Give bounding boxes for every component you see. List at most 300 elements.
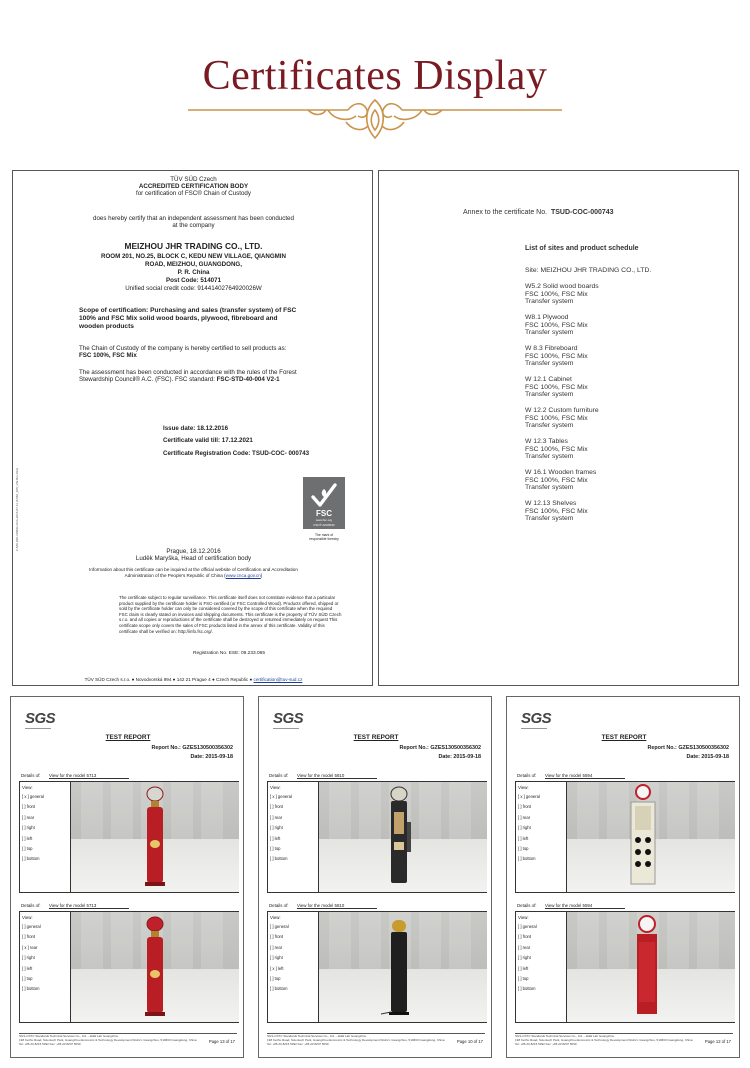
footer-line: 198 Kezhu Road, Scientech Park, Guangzhou Economic & Technology Development District, Guangzhou, 510663 Guangdong, China	[19, 1037, 197, 1042]
view-option-label: bottom	[274, 986, 288, 992]
view-option-label: general	[277, 794, 292, 799]
view-option	[518, 924, 537, 929]
pump-silhouette-icon	[567, 782, 735, 892]
fsc-certificate	[12, 170, 373, 686]
checkbox-bracket: ]	[272, 804, 275, 810]
fsc-license: FSC® A000530	[313, 523, 335, 527]
checkbox-bracket: ]	[24, 955, 27, 961]
checkbox-bracket: [	[270, 986, 273, 992]
checkbox-bracket: ]	[272, 846, 275, 851]
view-option	[270, 825, 283, 830]
view-option-label: front	[274, 934, 284, 940]
report-date: Date: 2015-09-18	[438, 754, 481, 760]
checkbox-bracket: ]	[24, 856, 27, 862]
view-option-label: bottom	[274, 856, 288, 862]
view-option-label: bottom	[26, 856, 40, 862]
checkbox-bracket: ]	[522, 794, 526, 799]
annex-site: Site: MEIZHOU JHR TRADING CO., LTD.	[525, 267, 652, 274]
checkbox-bracket: [	[518, 814, 521, 820]
annex-item-claim: FSC 100%, FSC Mix	[525, 383, 588, 391]
report-date: Date: 2015-09-18	[190, 754, 233, 760]
pump-silhouette-icon	[319, 782, 487, 892]
view-option	[270, 856, 287, 861]
cert-address2: ROAD, MEIZHOU, GUANGDONG,	[145, 261, 242, 268]
details-label: Details of:	[21, 773, 41, 778]
view-box	[515, 781, 735, 893]
view-box	[267, 781, 487, 893]
report-number: Report No.: GZES130500356302	[647, 745, 729, 751]
view-option-label: rear	[274, 814, 283, 820]
cert-issue-date: Issue date: 18.12.2016	[163, 425, 229, 432]
page-header	[0, 0, 750, 160]
fine-line: sold by the certificate holder can only be considered covered by the scope of this certificate when the required	[119, 606, 333, 612]
checkbox-bracket: [	[518, 955, 521, 961]
page-title: Certificates Display	[202, 53, 548, 99]
view-option	[270, 945, 282, 950]
fsc-logo	[303, 477, 345, 529]
view-option-label: front	[274, 804, 284, 810]
checkbox-bracket: ]	[24, 846, 27, 851]
pump-silhouette-icon	[319, 912, 487, 1022]
view-option	[270, 976, 280, 981]
annex-item-system: Transfer system	[525, 391, 574, 399]
view-option-label: front	[26, 804, 36, 810]
checkbox-bracket: [	[270, 804, 273, 810]
checkbox-bracket: [	[518, 856, 521, 862]
view-option	[518, 815, 530, 820]
view-option	[518, 856, 535, 861]
cert-info-line1: Information about this certificate can be inquired at the official website of Certification and Accreditation	[89, 567, 298, 572]
annex-item-claim: FSC 100%, FSC Mix	[525, 476, 588, 484]
checkbox-bracket: [	[518, 986, 521, 992]
model-view-ref: View for the model 5713	[49, 903, 129, 909]
view-checkbox: x	[520, 794, 523, 799]
checkbox-bracket: ]	[24, 976, 27, 981]
checkbox-bracket: ]	[272, 814, 275, 820]
cert-assess-standard: FSC-STD-40-004 V2-1	[216, 376, 280, 383]
checkbox-bracket: [	[270, 846, 273, 851]
view-label: View:	[518, 915, 529, 920]
checkbox-bracket: [	[518, 804, 521, 810]
checkbox-bracket: ]	[520, 846, 523, 851]
view-option	[22, 976, 32, 981]
checkbox-bracket: [	[22, 934, 25, 940]
sgs-logo: SGS	[25, 710, 56, 727]
fine-line: product supplied by the certificate holder is FSC-certified (or FSC Controlled Wood). Products offered, shipped or	[119, 600, 339, 606]
cert-fine-print	[119, 595, 341, 634]
view-option-label: general	[26, 924, 41, 929]
checkbox-bracket: [	[22, 955, 25, 961]
checkbox-bracket: ]	[520, 856, 523, 862]
sgs-logo-underline	[273, 728, 299, 729]
view-option-label: left	[274, 835, 281, 841]
view-box	[19, 781, 239, 893]
checkbox-bracket: ]	[520, 814, 523, 820]
view-checkbox: x	[272, 965, 275, 971]
cert-registration: Registration No. ESE: 09.233.065	[193, 651, 265, 656]
view-option	[518, 934, 531, 939]
view-option-label: front	[26, 934, 36, 940]
cert-reg-code: Certificate Registration Code: TSUD-COC- 000743	[163, 450, 310, 457]
annex-item-claim: FSC 100%, FSC Mix	[525, 321, 588, 329]
view-option	[22, 955, 35, 960]
cnca-link[interactable]: www.cnca.gov.cn	[225, 573, 261, 578]
fsc-mark-note	[297, 533, 351, 541]
checkbox-bracket: ]	[274, 965, 278, 971]
footer-line: Tel: +86 20 8215 5392 Fax: +86 20 8207 5059	[267, 1041, 329, 1046]
annex-item-name: W5.2 Solid wood boards	[525, 283, 599, 290]
product-photo-black-pump-left	[318, 912, 487, 1022]
view-box	[19, 911, 239, 1023]
fine-line: certificate shall be verified on: http://info.fsc.org/.	[119, 628, 213, 634]
view-option-label: rear	[522, 944, 531, 950]
annex-heading	[463, 209, 614, 217]
checkbox-bracket: [	[270, 814, 273, 820]
view-option	[22, 825, 35, 830]
sgs-logo-underline	[521, 728, 547, 729]
checkbox-bracket: [	[518, 825, 521, 831]
view-label: View:	[22, 915, 33, 920]
footer-line: 198 Kezhu Road, Scientech Park, Guangzhou Economic & Technology Development District, Guangzhou, 510663 Guangdong, China	[267, 1037, 445, 1042]
view-option-label: bottom	[26, 986, 40, 992]
view-option	[22, 836, 32, 841]
view-option-label: general	[522, 924, 537, 929]
view-option	[22, 794, 44, 799]
view-option-label: general	[29, 794, 44, 799]
annex-item-name: W 12.2 Custom furniture	[525, 407, 599, 414]
checkbox-bracket: ]	[520, 955, 523, 961]
checkbox-bracket: [	[270, 794, 273, 799]
checkbox-bracket: [	[270, 976, 273, 981]
cert-valid-till: Certificate valid till: 17.12.2021	[163, 437, 253, 444]
checkbox-bracket: ]	[24, 825, 27, 831]
view-option-label: bottom	[522, 856, 536, 862]
view-option-label: front	[522, 804, 532, 810]
details-label: Details of:	[517, 773, 537, 778]
view-option	[22, 966, 32, 971]
annex-heading-prefix: Annex to the certificate No.	[463, 209, 548, 216]
view-option	[518, 794, 540, 799]
sgs-logo: SGS	[521, 710, 552, 727]
product-photo-white-pump-front	[566, 782, 735, 892]
cert-country: P. R. China	[177, 269, 210, 276]
checkbox-bracket: ]	[274, 794, 278, 799]
checkbox-bracket: ]	[24, 804, 27, 810]
view-option-label: left	[26, 835, 33, 841]
page-number: Page 10 of 17	[456, 1039, 483, 1044]
cert-address1: ROOM 201, NO.25, BLOCK C, KEDU NEW VILLAGE, QIANGMIN	[101, 253, 286, 260]
footer-line: SGS-CSTC Standards Technical Services Co., Ltd. – E&E Lab Guangzhou	[515, 1034, 615, 1038]
cert-info-prefix: Administration of the People's Republic of China (	[124, 573, 226, 578]
fine-line: s.r.o. and all copies or reproductions of the certificate shall be destroyed or returned immediately on request This	[119, 617, 338, 623]
report-date: Date: 2015-09-18	[686, 754, 729, 760]
checkbox-bracket: ]	[520, 965, 523, 971]
view-option	[270, 924, 289, 929]
checkbox-bracket: ]	[272, 934, 275, 940]
view-option-label: top	[274, 846, 281, 851]
sgs-logo-underline	[25, 728, 51, 729]
model-view-ref: View for the model 5713	[49, 773, 129, 779]
details-label: Details of:	[269, 773, 289, 778]
checkbox-bracket: ]	[520, 976, 523, 981]
report-title: TEST REPORT	[353, 734, 399, 741]
checkbox-bracket: [	[518, 976, 521, 981]
checkbox-bracket: [	[270, 965, 273, 971]
checkbox-bracket: ]	[272, 955, 275, 961]
footer-line: Tel: +86 20 8215 5392 Fax: +86 20 8207 5059	[19, 1041, 81, 1046]
cert-place-date: Prague, 18.12.2016	[166, 548, 221, 555]
product-photo-red-pump-rear	[70, 912, 239, 1022]
view-option	[270, 986, 287, 991]
view-option	[270, 846, 280, 851]
view-option	[270, 934, 283, 939]
annex-item-name: W 16.1 Wooden frames	[525, 469, 597, 476]
cert-assess-prefix: Stewardship Council® A.C. (FSC). FSC standard:	[79, 376, 215, 383]
checkbox-bracket: [	[518, 924, 521, 929]
cert-email-link[interactable]: certification@tuv-sud.cz	[253, 677, 303, 682]
checkbox-bracket: [	[270, 924, 273, 929]
checkbox-bracket: [	[22, 924, 25, 929]
cert-body: ACCREDITED CERTIFICATION BODY	[138, 183, 249, 190]
view-option-label: left	[522, 965, 529, 971]
checkbox-bracket: [	[518, 794, 521, 799]
pump-silhouette-icon	[71, 782, 239, 892]
view-option-label: top	[274, 976, 281, 981]
checkbox-bracket: ]	[272, 976, 275, 981]
product-photo-red-cabinet-pump	[566, 912, 735, 1022]
annex-list-title: List of sites and product schedule	[525, 245, 639, 252]
cert-scope-line3: wooden products	[79, 323, 134, 330]
cert-side-code: F-540-028-VW/Rev.01A-2016-07-11 (F.540_028_VW.Rev.01A)	[15, 467, 19, 551]
checkbox-bracket: ]	[520, 835, 523, 841]
cert-post-code: Post Code: 514071	[165, 277, 222, 284]
annex-item-system: Transfer system	[525, 453, 574, 461]
cert-footer-address: TÜV SÜD Czech s.r.o. ● Novodvorská 994 ● 142 21 Prague 4 ● Czech Republic ●	[84, 677, 253, 682]
view-option-label: rear	[522, 814, 531, 820]
sgs-test-report	[10, 696, 244, 1058]
page-number: Page 13 of 17	[208, 1039, 235, 1044]
annex-item-name: W 12.3 Tables	[525, 438, 568, 445]
checkbox-bracket: ]	[26, 944, 30, 950]
fine-line: The certificate subject to regular surveillance. This certificate itself does not constitute evidence that a particular	[119, 595, 336, 600]
view-option-label: right	[522, 825, 531, 831]
footer-line: SGS-CSTC Standards Technical Services Co., Ltd. – E&E Lab Guangzhou	[267, 1034, 367, 1038]
checkbox-bracket: [	[518, 846, 521, 851]
annex-item-name: W 8.3 Fibreboard	[525, 345, 578, 352]
cert-purpose: for certification of FSC® Chain of Custody	[136, 190, 251, 197]
view-option	[270, 836, 280, 841]
cert-assess-line2	[79, 376, 280, 383]
view-option	[22, 986, 39, 991]
annex-item-claim: FSC 100%, FSC Mix	[525, 290, 588, 298]
view-option-label: right	[26, 825, 35, 831]
report-footer	[19, 1035, 237, 1046]
page-number: Page 12 of 17	[704, 1039, 731, 1044]
annex-item-system: Transfer system	[525, 329, 574, 337]
fine-line: certificate scope only covers the sales of FSC products listed in the annex of this certificate. Validity of this	[119, 622, 325, 628]
view-option-label: general	[274, 924, 289, 929]
view-option	[22, 804, 35, 809]
view-option	[22, 924, 41, 929]
checkbox-bracket: [	[270, 944, 273, 950]
view-option	[270, 966, 284, 971]
view-option	[270, 955, 283, 960]
cert-assess-line1: The assessment has been conducted in accordance with the rules of the Forest	[79, 369, 297, 376]
checkbox-bracket: ]	[520, 804, 523, 810]
report-title: TEST REPORT	[105, 734, 151, 741]
fine-line: FSC claim is clearly stated on invoices and shipping documents. This certificate is the property of TÜV SÜD Czech	[119, 611, 342, 617]
checkbox-bracket: ]	[24, 965, 27, 971]
view-option-label: top	[26, 976, 33, 981]
footer-line: SGS-CSTC Standards Technical Services Co., Ltd. – E&E Lab Guangzhou	[19, 1034, 119, 1038]
checkbox-bracket: [	[22, 846, 25, 851]
report-number: Report No.: GZES130500356302	[399, 745, 481, 751]
cert-scope-line1: Scope of certification: Purchasing and sales (transfer system) of FSC	[79, 307, 297, 314]
fsc-url: www.fsc.org	[315, 518, 333, 522]
details-label: Details of:	[517, 903, 537, 908]
annex-item-name: W 12.1 Cabinet	[525, 376, 572, 383]
checkbox-bracket: [	[22, 804, 25, 810]
checkbox-bracket: [	[270, 955, 273, 961]
checkbox-bracket: ]	[26, 794, 30, 799]
details-label: Details of:	[21, 903, 41, 908]
checkbox-bracket: ]	[272, 924, 275, 929]
ornament-divider-icon	[178, 96, 572, 146]
footer-line: 198 Kezhu Road, Scientech Park, Guangzhou Economic & Technology Development District, Guangzhou, 510663 Guangdong, China	[515, 1037, 693, 1042]
annex-item-system: Transfer system	[525, 484, 574, 492]
view-option-label: right	[274, 825, 283, 831]
checkbox-bracket: [	[270, 934, 273, 940]
fsc-logo-text: FSC	[316, 509, 332, 518]
view-option-label: right	[26, 955, 35, 961]
cert-sell-value: FSC 100%, FSC Mix	[79, 352, 137, 359]
view-option-label: rear	[29, 944, 38, 950]
view-option	[22, 945, 37, 950]
cert-certify-line2: at the company	[172, 222, 215, 229]
checkbox-bracket: ]	[272, 856, 275, 862]
view-option-label: bottom	[522, 986, 536, 992]
annex-item-claim: FSC 100%, FSC Mix	[525, 507, 588, 515]
cert-signatory: Luděk Maryška, Head of certification body	[135, 555, 252, 562]
view-option	[22, 815, 34, 820]
fsc-mark-line2: responsible forestry	[309, 537, 339, 541]
model-view-ref: View for the model 5810	[297, 903, 377, 909]
cert-info-suffix: )	[260, 573, 263, 578]
cert-footer	[13, 676, 373, 683]
fsc-tree-check-icon	[309, 481, 339, 509]
cert-sell-line: The Chain of Custody of the company is hereby certified to sell products as:	[79, 345, 287, 352]
view-option-label: rear	[26, 814, 35, 820]
checkbox-bracket: [	[22, 814, 25, 820]
annex-item-name: W 12.13 Shelves	[525, 500, 577, 507]
cert-issuer: TÜV SÜD Czech	[170, 176, 217, 183]
annex-item-claim: FSC 100%, FSC Mix	[525, 445, 588, 453]
report-number: Report No.: GZES130500356302	[151, 745, 233, 751]
annex-item-system: Transfer system	[525, 515, 574, 523]
annex-cert-no: TSUD-COC-000743	[550, 209, 614, 216]
cert-certify-line1: does hereby certify that an independent assessment has been conducted	[93, 215, 294, 222]
view-option	[518, 836, 528, 841]
checkbox-bracket: [	[22, 825, 25, 831]
view-option	[518, 825, 531, 830]
report-title: TEST REPORT	[601, 734, 647, 741]
annex-item-system: Transfer system	[525, 360, 574, 368]
checkbox-bracket: [	[22, 835, 25, 841]
view-option-label: right	[274, 955, 283, 961]
checkbox-bracket: [	[22, 944, 25, 950]
checkbox-bracket: [	[22, 976, 25, 981]
view-option-label: top	[522, 976, 529, 981]
product-photo-red-pump-front	[70, 782, 239, 892]
pump-silhouette-icon	[71, 912, 239, 1022]
checkbox-bracket: [	[518, 965, 521, 971]
checkbox-bracket: [	[518, 944, 521, 950]
checkbox-bracket: [	[270, 835, 273, 841]
checkbox-bracket: [	[270, 856, 273, 862]
view-option-label: top	[522, 846, 529, 851]
view-option	[518, 945, 530, 950]
view-label: View:	[518, 785, 529, 790]
checkbox-bracket: [	[22, 986, 25, 992]
checkbox-bracket: ]	[272, 835, 275, 841]
view-option	[270, 794, 292, 799]
view-label: View:	[22, 785, 33, 790]
view-option-label: left	[26, 965, 33, 971]
view-option-label: right	[522, 955, 531, 961]
view-option-label: top	[26, 846, 33, 851]
view-box	[515, 911, 735, 1023]
view-option	[518, 986, 535, 991]
view-box	[267, 911, 487, 1023]
view-option-label: left	[522, 835, 529, 841]
view-option	[22, 856, 39, 861]
checkbox-bracket: [	[22, 794, 25, 799]
view-option	[270, 804, 283, 809]
view-option	[518, 976, 528, 981]
checkbox-bracket: [	[270, 825, 273, 831]
pump-silhouette-icon	[567, 912, 735, 1022]
checkbox-bracket: ]	[24, 986, 27, 992]
view-option-label: rear	[274, 944, 283, 950]
view-option-label: front	[522, 934, 532, 940]
view-option	[518, 804, 531, 809]
view-checkbox: x	[24, 944, 27, 950]
model-view-ref: View for the model 5594	[545, 903, 625, 909]
model-view-ref: View for the model 5810	[297, 773, 377, 779]
details-label: Details of:	[269, 903, 289, 908]
fsc-mark-line1: The mark of	[314, 533, 334, 537]
view-option	[22, 934, 35, 939]
view-checkbox: x	[272, 794, 275, 799]
view-label: View:	[270, 785, 281, 790]
product-photo-black-pump-front	[318, 782, 487, 892]
checkbox-bracket: [	[518, 835, 521, 841]
annex-item-claim: FSC 100%, FSC Mix	[525, 414, 588, 422]
view-option	[518, 966, 528, 971]
checkbox-bracket: ]	[520, 825, 523, 831]
view-option-label: left	[277, 965, 284, 971]
certificate-annex	[378, 170, 739, 686]
checkbox-bracket: ]	[520, 924, 523, 929]
report-footer	[267, 1035, 485, 1046]
sgs-logo: SGS	[273, 710, 304, 727]
view-option-label: general	[525, 794, 540, 799]
view-option	[270, 815, 282, 820]
checkbox-bracket: ]	[272, 825, 275, 831]
checkbox-bracket: ]	[24, 934, 27, 940]
cert-scope-line2: 100% and FSC Mix solid wood boards, plywood, fibreboard and	[79, 315, 278, 322]
checkbox-bracket: ]	[24, 924, 27, 929]
